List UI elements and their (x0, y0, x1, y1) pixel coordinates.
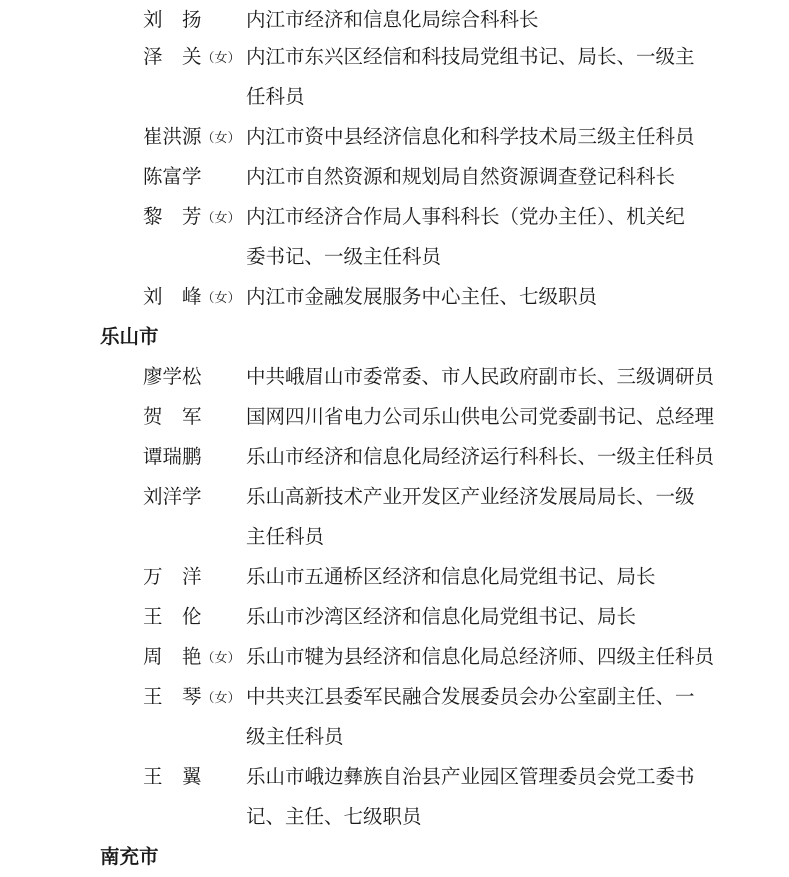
person-duty: 内江市自然资源和规划局自然资源调查登记科科长 (246, 165, 676, 188)
person-duty: 乐山市经济和信息化局经济运行科科长、一级主任科员 (246, 445, 715, 468)
person-name: 万 洋 (143, 565, 202, 588)
person-name: 泽 关（女） (143, 45, 241, 68)
person-name: 谭瑞鹏 (143, 445, 202, 468)
person-name: 黎 芳（女） (143, 205, 241, 228)
person-duty: 级主任科员 (246, 725, 344, 748)
person-name: 廖学松 (143, 365, 202, 388)
person-duty: 主任科员 (246, 525, 325, 548)
person-duty: 内江市东兴区经信和科技局党组书记、局长、一级主 (246, 45, 695, 68)
person-duty: 乐山高新技术产业开发区产业经济发展局局长、一级 (246, 485, 695, 508)
section-title-leshan: 乐山市 (100, 325, 159, 348)
person-name: 刘 峰（女） (143, 285, 241, 308)
person-duty: 内江市经济和信息化局综合科科长 (246, 8, 539, 31)
person-duty: 中共夹江县委军民融合发展委员会办公室副主任、一 (246, 685, 695, 708)
person-duty: 任科员 (246, 85, 305, 108)
person-duty: 乐山市五通桥区经济和信息化局党组书记、局长 (246, 565, 656, 588)
person-name: 周 艳（女） (143, 645, 241, 668)
person-duty: 国网四川省电力公司乐山供电公司党委副书记、总经理 (246, 405, 715, 428)
section-title-nanchong: 南充市 (100, 845, 159, 868)
person-duty: 乐山市峨边彝族自治县产业园区管理委员会党工委书 (246, 765, 695, 788)
person-duty: 中共峨眉山市委常委、市人民政府副市长、三级调研员 (246, 365, 715, 388)
person-duty: 乐山市沙湾区经济和信息化局党组书记、局长 (246, 605, 637, 628)
person-name: 崔洪源（女） (143, 125, 241, 148)
person-duty: 记、主任、七级职员 (246, 805, 422, 828)
person-duty: 内江市经济合作局人事科科长（党办主任）、机关纪 (246, 205, 685, 228)
person-name: 刘洋学 (143, 485, 202, 508)
person-name: 陈富学 (143, 165, 202, 188)
person-name: 王 翼 (143, 765, 202, 788)
person-name: 刘 扬 (143, 8, 202, 31)
person-name: 贺 军 (143, 405, 202, 428)
person-name: 王 琴（女） (143, 685, 241, 708)
person-duty: 委书记、一级主任科员 (246, 245, 442, 268)
person-duty: 内江市资中县经济信息化和科学技术局三级主任科员 (246, 125, 695, 148)
person-name: 王 伦 (143, 605, 202, 628)
person-duty: 乐山市犍为县经济和信息化局总经济师、四级主任科员 (246, 645, 715, 668)
person-duty: 内江市金融发展服务中心主任、七级职员 (246, 285, 598, 308)
